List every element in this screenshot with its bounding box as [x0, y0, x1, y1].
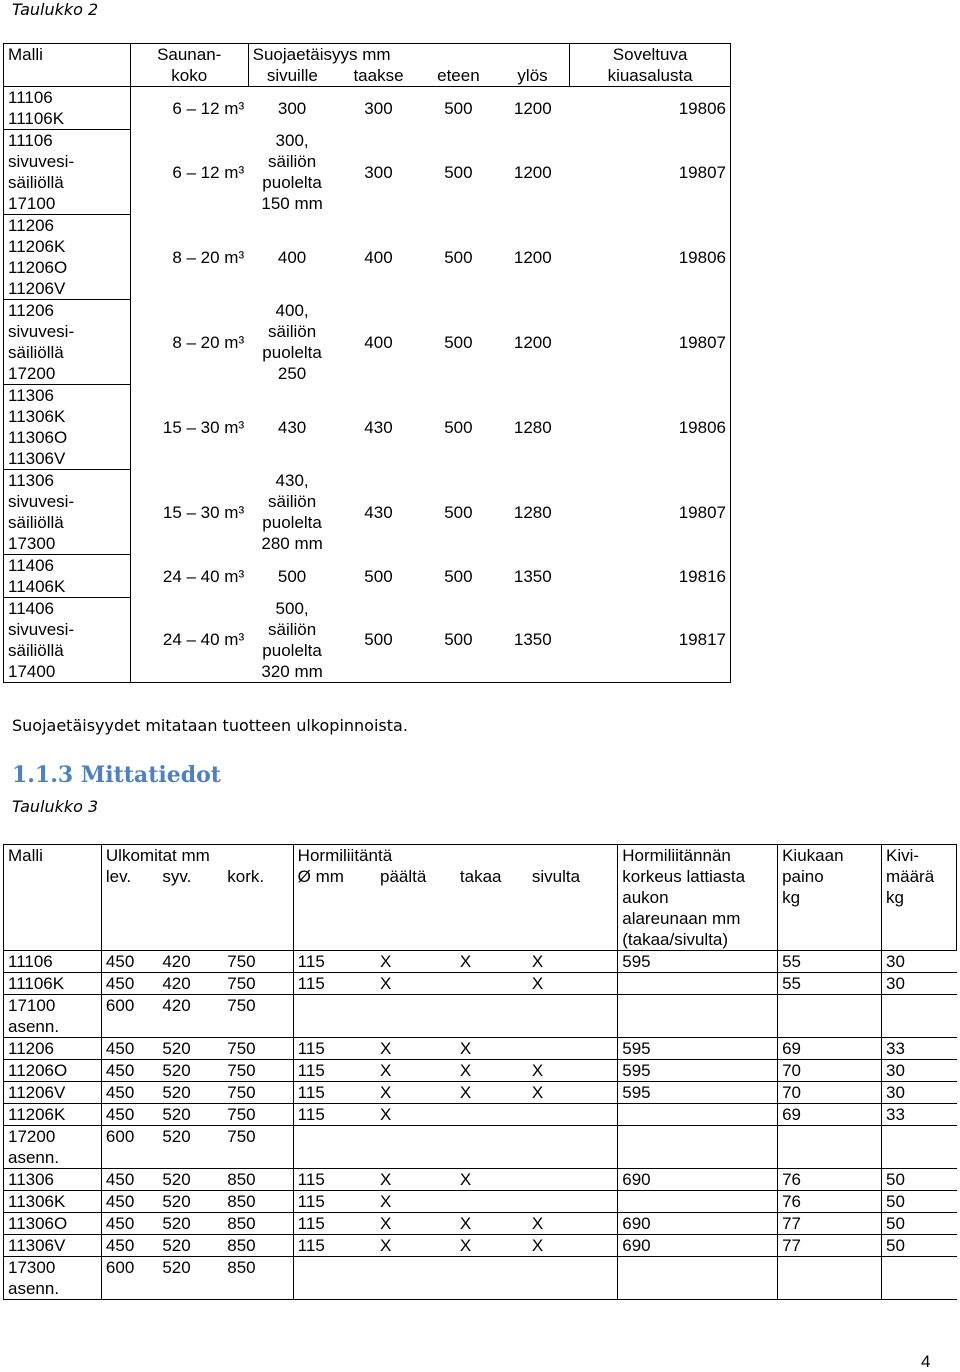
diameter-cell: 115 [293, 951, 376, 973]
header-malli: Malli [4, 44, 131, 87]
depth-cell: 520 [158, 1213, 223, 1235]
width-cell: 450 [101, 1169, 158, 1191]
model-cell: 11206O [4, 1060, 102, 1082]
header-takaa: takaa [456, 866, 528, 951]
table-row [4, 1060, 957, 1082]
model-cell: 11206 11206K 11206O 11206V [4, 215, 131, 300]
back-cell [456, 995, 528, 1038]
header-saunankoko: Saunan- koko [130, 44, 248, 87]
table-3-caption: Taulukko 3 [12, 797, 99, 816]
depth-cell: 520 [158, 1104, 223, 1126]
table-row [4, 1257, 957, 1300]
side-distance-cell: 430, säiliön puolelta 280 mm [261, 471, 323, 553]
front-distance-cell: 500 [444, 98, 473, 118]
side-distance-cell: 300 [277, 98, 307, 118]
side-distance-cell: 300, säiliön puolelta 150 mm [261, 131, 323, 213]
top-cell: X [376, 1104, 456, 1126]
base-cell: 19806 [570, 215, 731, 300]
diameter-cell: 115 [293, 973, 376, 995]
stone-cell: 50 [881, 1169, 956, 1191]
table-3-header-row [4, 845, 957, 867]
model-cell: 11106 11106K [4, 87, 131, 130]
stone-cell: 30 [881, 1060, 956, 1082]
side-cell: X [528, 1060, 618, 1082]
back-distance-cell: 400 [364, 247, 393, 267]
page-number: 4 [921, 1352, 931, 1371]
up-distance-cell: 1200 [513, 332, 552, 352]
back-cell: X [456, 1213, 528, 1235]
weight-cell: 77 [778, 1235, 882, 1257]
header-aukon-korkeus: Hormiliitännän korkeus lattiasta aukon alareunaan mm (takaa/sivulta) [618, 845, 778, 951]
dimensions-table [3, 844, 957, 1300]
width-cell: 450 [101, 1060, 158, 1082]
side-cell [528, 1169, 618, 1191]
model-cell: 11306 sivuvesi- säiliöllä 17300 [4, 470, 131, 555]
top-cell [376, 1257, 456, 1300]
depth-cell: 520 [158, 1235, 223, 1257]
width-cell: 450 [101, 1104, 158, 1126]
width-cell: 450 [101, 1191, 158, 1213]
up-distance-cell: 1200 [513, 247, 552, 267]
stone-cell: 33 [881, 1104, 956, 1126]
back-distance-cell: 300 [364, 98, 393, 118]
side-cell: X [528, 1235, 618, 1257]
opening-height-cell [618, 995, 778, 1038]
opening-height-cell: 690 [618, 1169, 778, 1191]
header-ylos: ylös [496, 65, 570, 87]
side-cell [528, 1126, 618, 1169]
weight-cell [778, 1257, 882, 1300]
side-cell: X [528, 1082, 618, 1104]
front-distance-cell: 500 [421, 598, 496, 683]
base-cell: 19806 [570, 385, 731, 470]
header-hormiliitanta: Hormiliitäntä [293, 845, 618, 867]
size-cell: 8 – 20 m³ [172, 247, 245, 267]
table-row [4, 951, 957, 973]
front-distance-cell: 500 [444, 247, 473, 267]
side-cell [528, 1257, 618, 1300]
table-2-header-row [4, 44, 731, 66]
depth-cell: 420 [158, 973, 223, 995]
table-2-caption: Taulukko 2 [12, 0, 99, 19]
weight-cell: 69 [778, 1104, 882, 1126]
depth-cell: 520 [158, 1257, 223, 1300]
table-row [4, 130, 731, 215]
weight-cell: 76 [778, 1191, 882, 1213]
weight-cell: 70 [778, 1060, 882, 1082]
opening-height-cell: 690 [618, 1235, 778, 1257]
height-cell: 850 [223, 1191, 293, 1213]
stone-cell [881, 995, 956, 1038]
diameter-cell: 115 [293, 1038, 376, 1060]
stone-cell: 30 [881, 951, 956, 973]
header-paalta: päältä [376, 866, 456, 951]
opening-height-cell [618, 1126, 778, 1169]
model-cell: 11106 [4, 951, 102, 973]
side-cell [528, 1191, 618, 1213]
model-cell: 17200 asenn. [4, 1126, 102, 1169]
height-cell: 850 [223, 1169, 293, 1191]
table-row [4, 87, 731, 130]
back-cell [456, 1126, 528, 1169]
header-halkaisija: Ø mm [293, 866, 376, 951]
back-cell: X [456, 951, 528, 973]
header-sivuille: sivuille [248, 65, 336, 87]
weight-cell: 77 [778, 1213, 882, 1235]
model-cell: 11206 sivuvesi- säiliöllä 17200 [4, 300, 131, 385]
model-cell: 11306 11306K 11306O 11306V [4, 385, 131, 470]
side-distance-cell: 500, säiliön puolelta 320 mm [248, 598, 336, 683]
height-cell: 750 [223, 995, 293, 1038]
model-cell: 17300 asenn. [4, 1257, 102, 1300]
opening-height-cell: 690 [618, 1213, 778, 1235]
depth-cell: 420 [158, 951, 223, 973]
opening-height-cell: 595 [618, 1060, 778, 1082]
base-cell: 19816 [570, 555, 731, 598]
top-cell [376, 995, 456, 1038]
model-cell: 11306 [4, 1169, 102, 1191]
model-cell: 11106 sivuvesi- säiliöllä 17100 [4, 130, 131, 215]
table-row [4, 1235, 957, 1257]
height-cell: 850 [223, 1257, 293, 1300]
table-row [4, 300, 731, 385]
table-row [4, 470, 731, 555]
header-suojaetaisyys: Suojaetäisyys mm [248, 44, 570, 66]
width-cell: 450 [101, 1235, 158, 1257]
size-cell: 24 – 40 m³ [162, 566, 245, 586]
header-syv: syv. [158, 866, 223, 951]
width-cell: 600 [101, 1257, 158, 1300]
front-distance-cell: 500 [444, 332, 473, 352]
size-cell: 15 – 30 m³ [162, 417, 245, 437]
diameter-cell [293, 1126, 376, 1169]
back-cell [456, 1104, 528, 1126]
table-row [4, 1104, 957, 1126]
model-cell: 11306O [4, 1213, 102, 1235]
top-cell: X [376, 1191, 456, 1213]
diameter-cell: 115 [293, 1169, 376, 1191]
header-kork: kork. [223, 866, 293, 951]
top-cell: X [376, 951, 456, 973]
top-cell: X [376, 973, 456, 995]
height-cell: 850 [223, 1213, 293, 1235]
top-cell: X [376, 1038, 456, 1060]
stone-cell: 50 [881, 1213, 956, 1235]
width-cell: 450 [101, 1038, 158, 1060]
size-cell: 24 – 40 m³ [130, 598, 248, 683]
model-cell: 11206V [4, 1082, 102, 1104]
diameter-cell: 115 [293, 1082, 376, 1104]
table-row [4, 215, 731, 300]
table-row [4, 1082, 957, 1104]
size-cell: 6 – 12 m³ [172, 162, 245, 182]
diameter-cell: 115 [293, 1213, 376, 1235]
stone-cell: 30 [881, 1082, 956, 1104]
side-cell [528, 1104, 618, 1126]
table-row [4, 1191, 957, 1213]
table-row [4, 973, 957, 995]
back-cell [456, 1257, 528, 1300]
weight-cell: 76 [778, 1169, 882, 1191]
base-cell: 19806 [570, 87, 731, 130]
model-cell: 17100 asenn. [4, 995, 102, 1038]
back-cell: X [456, 1060, 528, 1082]
header-soveltuva: Soveltuva kiuasalusta [570, 44, 731, 87]
opening-height-cell: 595 [618, 1082, 778, 1104]
side-cell [528, 1038, 618, 1060]
back-cell: X [456, 1169, 528, 1191]
weight-cell: 70 [778, 1082, 882, 1104]
side-cell [528, 995, 618, 1038]
stone-cell [881, 1126, 956, 1169]
table-row [4, 1169, 957, 1191]
opening-height-cell [618, 1257, 778, 1300]
header-taakse: taakse [336, 65, 421, 87]
back-cell: X [456, 1038, 528, 1060]
header-eteen: eteen [421, 65, 496, 87]
model-cell: 11106K [4, 973, 102, 995]
height-cell: 750 [223, 1126, 293, 1169]
table-row [4, 1038, 957, 1060]
front-distance-cell: 500 [444, 417, 473, 437]
base-cell: 19807 [570, 130, 731, 215]
header-sivulta: sivulta [528, 866, 618, 951]
front-distance-cell: 500 [444, 502, 473, 522]
depth-cell: 520 [158, 1038, 223, 1060]
opening-height-cell [618, 1191, 778, 1213]
diameter-cell: 115 [293, 1104, 376, 1126]
opening-height-cell [618, 1104, 778, 1126]
depth-cell: 520 [158, 1082, 223, 1104]
up-distance-cell: 1200 [513, 98, 552, 118]
table-row [4, 995, 957, 1038]
stone-cell: 30 [881, 973, 956, 995]
table-row [4, 1213, 957, 1235]
header-malli: Malli [4, 845, 102, 951]
side-cell: X [528, 951, 618, 973]
up-distance-cell: 1350 [513, 566, 552, 586]
depth-cell: 520 [158, 1060, 223, 1082]
diameter-cell: 115 [293, 1191, 376, 1213]
top-cell: X [376, 1213, 456, 1235]
up-distance-cell: 1280 [513, 502, 552, 522]
size-cell: 8 – 20 m³ [172, 332, 245, 352]
diameter-cell: 115 [293, 1235, 376, 1257]
safety-distance-table [3, 43, 731, 683]
model-cell: 11206 [4, 1038, 102, 1060]
opening-height-cell [618, 973, 778, 995]
header-kivimaara: Kivi- määrä kg [881, 845, 956, 951]
height-cell: 750 [223, 1104, 293, 1126]
stone-cell: 50 [881, 1235, 956, 1257]
side-distance-cell: 500 [277, 566, 307, 586]
front-distance-cell: 500 [444, 162, 473, 182]
size-cell: 15 – 30 m³ [162, 502, 245, 522]
model-cell: 11306K [4, 1191, 102, 1213]
model-cell: 11406 sivuvesi- säiliöllä 17400 [4, 598, 131, 683]
back-cell [456, 973, 528, 995]
header-paino: Kiukaan paino kg [778, 845, 882, 951]
stone-cell [881, 1257, 956, 1300]
depth-cell: 420 [158, 995, 223, 1038]
back-distance-cell: 400 [364, 332, 393, 352]
table-row [4, 555, 731, 598]
back-distance-cell: 300 [364, 162, 393, 182]
height-cell: 750 [223, 1082, 293, 1104]
width-cell: 600 [101, 1126, 158, 1169]
top-cell: X [376, 1235, 456, 1257]
height-cell: 750 [223, 1060, 293, 1082]
height-cell: 750 [223, 973, 293, 995]
opening-height-cell: 595 [618, 951, 778, 973]
back-cell [456, 1191, 528, 1213]
header-lev: lev. [101, 866, 158, 951]
height-cell: 850 [223, 1235, 293, 1257]
top-cell: X [376, 1060, 456, 1082]
up-distance-cell: 1350 [496, 598, 570, 683]
side-cell: X [528, 1213, 618, 1235]
side-distance-cell: 430 [277, 417, 307, 437]
base-cell: 19817 [570, 598, 731, 683]
weight-cell: 55 [778, 973, 882, 995]
model-cell: 11406 11406K [4, 555, 131, 598]
depth-cell: 520 [158, 1169, 223, 1191]
depth-cell: 520 [158, 1191, 223, 1213]
diameter-cell [293, 995, 376, 1038]
back-cell: X [456, 1082, 528, 1104]
distance-note: Suojaetäisyydet mitataan tuotteen ulkopinnoista. [12, 716, 408, 735]
width-cell: 450 [101, 1082, 158, 1104]
up-distance-cell: 1280 [513, 417, 552, 437]
up-distance-cell: 1200 [513, 162, 552, 182]
top-cell: X [376, 1082, 456, 1104]
side-distance-cell: 400, säiliön puolelta 250 [262, 301, 322, 383]
width-cell: 600 [101, 995, 158, 1038]
width-cell: 450 [101, 1213, 158, 1235]
back-cell: X [456, 1235, 528, 1257]
width-cell: 450 [101, 951, 158, 973]
size-cell: 6 – 12 m³ [172, 98, 245, 118]
diameter-cell: 115 [293, 1060, 376, 1082]
back-distance-cell: 500 [364, 566, 393, 586]
top-cell: X [376, 1169, 456, 1191]
model-cell: 11306V [4, 1235, 102, 1257]
back-distance-cell: 500 [336, 598, 421, 683]
height-cell: 750 [223, 1038, 293, 1060]
back-distance-cell: 430 [364, 502, 393, 522]
model-cell: 11206K [4, 1104, 102, 1126]
weight-cell [778, 995, 882, 1038]
depth-cell: 520 [158, 1126, 223, 1169]
front-distance-cell: 500 [444, 566, 473, 586]
side-cell: X [528, 973, 618, 995]
back-distance-cell: 430 [364, 417, 393, 437]
table-row [4, 1126, 957, 1169]
top-cell [376, 1126, 456, 1169]
table-row [4, 598, 731, 683]
table-row [4, 385, 731, 470]
diameter-cell [293, 1257, 376, 1300]
side-distance-cell: 400 [277, 247, 307, 267]
weight-cell: 69 [778, 1038, 882, 1060]
base-cell: 19807 [570, 470, 731, 555]
base-cell: 19807 [570, 300, 731, 385]
width-cell: 450 [101, 973, 158, 995]
section-heading: 1.1.3 Mittatiedot [12, 762, 221, 788]
weight-cell [778, 1126, 882, 1169]
stone-cell: 33 [881, 1038, 956, 1060]
height-cell: 750 [223, 951, 293, 973]
opening-height-cell: 595 [618, 1038, 778, 1060]
weight-cell: 55 [778, 951, 882, 973]
header-ulkomitat: Ulkomitat mm [101, 845, 293, 867]
stone-cell: 50 [881, 1191, 956, 1213]
